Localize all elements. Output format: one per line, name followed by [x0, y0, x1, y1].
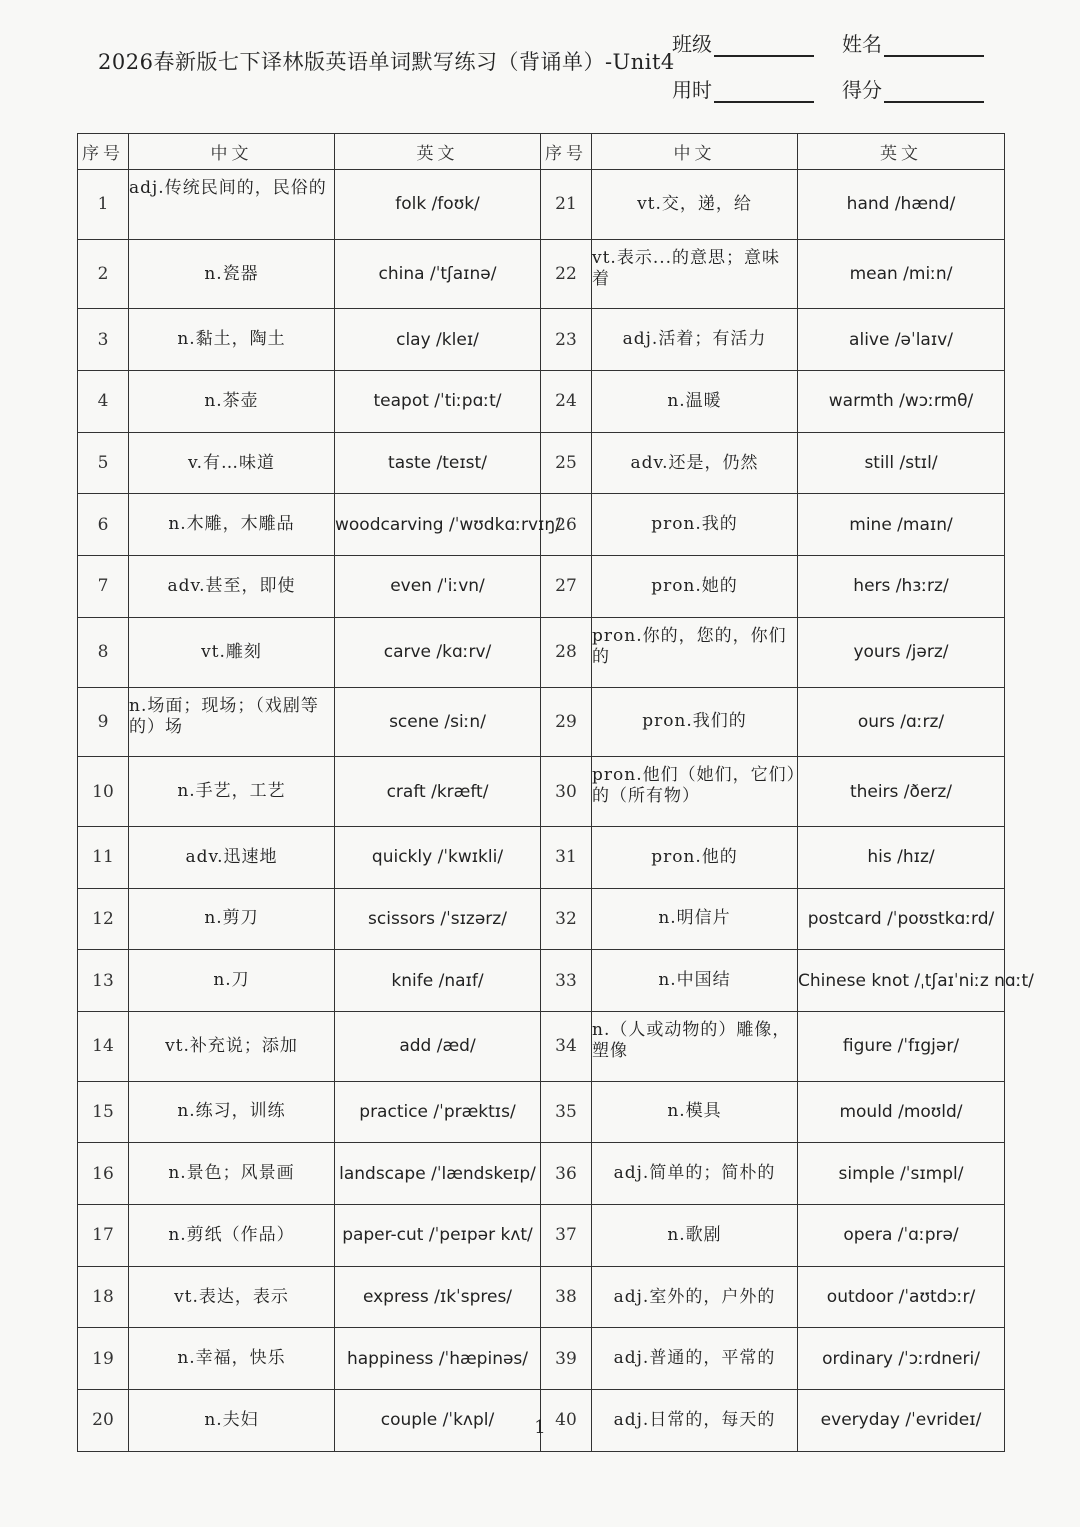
cell-english: hand /hænd/: [798, 170, 1005, 240]
cell-english: woodcarving /ˈwʊdkɑːrvɪŋ/: [335, 494, 541, 556]
cell-chinese: n.瓷器: [129, 239, 335, 309]
cell-chinese: vt.补充说；添加: [129, 1011, 335, 1081]
column-header: 序号: [78, 134, 129, 170]
table-row: [78, 1205, 1005, 1267]
cell-chinese: adj.传统民间的，民俗的: [129, 170, 335, 240]
cell-chinese: n.模具: [592, 1081, 798, 1143]
cell-number: 1: [78, 170, 129, 240]
cell-chinese: n.歌剧: [592, 1205, 798, 1267]
cell-chinese: n.幸福，快乐: [129, 1328, 335, 1390]
cell-english: hers /hɜːrz/: [798, 556, 1005, 618]
cell-english: carve /kɑːrv/: [335, 617, 541, 687]
class-blank: [714, 33, 814, 57]
cell-english: teapot /ˈtiːpɑːt/: [335, 371, 541, 433]
cell-chinese: n.剪纸（作品）: [129, 1205, 335, 1267]
cell-chinese: n.练习，训练: [129, 1081, 335, 1143]
cell-english: postcard /ˈpoʊstkɑːrd/: [798, 888, 1005, 950]
name-blank: [884, 33, 984, 57]
cell-english: yours /jərz/: [798, 617, 1005, 687]
cell-english: add /æd/: [335, 1011, 541, 1081]
cell-number: 38: [541, 1266, 592, 1328]
name-field: [842, 28, 984, 57]
cell-number: 30: [541, 757, 592, 827]
score-label: 得分: [842, 78, 882, 102]
vocab-table: [77, 133, 1034, 1452]
name-label: 姓名: [842, 32, 882, 56]
cell-english: express /ɪkˈspres/: [335, 1266, 541, 1328]
table-row: [78, 239, 1005, 309]
cell-chinese: pron.我们的: [592, 687, 798, 757]
cell-english: craft /kræft/: [335, 757, 541, 827]
table-row: [78, 170, 1005, 240]
cell-english: Chinese knot /ˌtʃaɪˈniːz nɑːt/: [798, 950, 1005, 1012]
cell-chinese: vt.表示...的意思；意味着: [592, 239, 798, 309]
cell-number: 22: [541, 239, 592, 309]
cell-english: couple /ˈkʌpl/: [335, 1390, 541, 1452]
cell-number: 2: [78, 239, 129, 309]
table-row: [78, 687, 1005, 757]
cell-english: paper-cut /ˈpeɪpər kʌt/: [335, 1205, 541, 1267]
cell-number: 32: [541, 888, 592, 950]
cell-english: knife /naɪf/: [335, 950, 541, 1012]
cell-number: 35: [541, 1081, 592, 1143]
cell-english: his /hɪz/: [798, 826, 1005, 888]
cell-english: china /ˈtʃaɪnə/: [335, 239, 541, 309]
table-row: [78, 1143, 1005, 1205]
cell-chinese: n.黏土，陶土: [129, 309, 335, 371]
cell-english: outdoor /ˈaʊtdɔːr/: [798, 1266, 1005, 1328]
table-row: [78, 556, 1005, 618]
cell-number: 15: [78, 1081, 129, 1143]
column-header: 中文: [129, 134, 335, 170]
cell-chinese: pron.她的: [592, 556, 798, 618]
cell-english: alive /əˈlaɪv/: [798, 309, 1005, 371]
cell-number: 29: [541, 687, 592, 757]
cell-english: everyday /ˈevrideɪ/: [798, 1390, 1005, 1452]
cell-english: landscape /ˈlændskeɪp/: [335, 1143, 541, 1205]
cell-english: ours /ɑːrz/: [798, 687, 1005, 757]
cell-chinese: v.有…味道: [129, 432, 335, 494]
cell-chinese: n.（人或动物的）雕像，塑像: [592, 1011, 798, 1081]
cell-english: mine /maɪn/: [798, 494, 1005, 556]
cell-number: 34: [541, 1011, 592, 1081]
table-row: [78, 494, 1005, 556]
cell-number: 8: [78, 617, 129, 687]
cell-chinese: vt.雕刻: [129, 617, 335, 687]
time-label: 用时: [672, 78, 712, 102]
column-header: 英文: [798, 134, 1005, 170]
page-number: 1: [534, 1417, 546, 1438]
cell-number: 36: [541, 1143, 592, 1205]
cell-number: 17: [78, 1205, 129, 1267]
table-row: [78, 888, 1005, 950]
cell-number: 5: [78, 432, 129, 494]
class-label: 班级: [672, 32, 712, 56]
table-row: [78, 950, 1005, 1012]
cell-english: folk /foʊk/: [335, 170, 541, 240]
table-row: [78, 617, 1005, 687]
cell-chinese: adv.甚至，即使: [129, 556, 335, 618]
cell-chinese: pron.我的: [592, 494, 798, 556]
cell-english: ordinary /ˈɔːrdneri/: [798, 1328, 1005, 1390]
column-header: 英文: [335, 134, 541, 170]
cell-number: 3: [78, 309, 129, 371]
cell-chinese: vt.表达，表示: [129, 1266, 335, 1328]
cell-number: 18: [78, 1266, 129, 1328]
cell-number: 21: [541, 170, 592, 240]
cell-english: theirs /ðerz/: [798, 757, 1005, 827]
cell-number: 12: [78, 888, 129, 950]
cell-number: 24: [541, 371, 592, 433]
table-row: [78, 1328, 1005, 1390]
cell-number: 7: [78, 556, 129, 618]
score-blank: [884, 79, 984, 103]
cell-english: mean /miːn/: [798, 239, 1005, 309]
cell-english: mould /moʊld/: [798, 1081, 1005, 1143]
class-field: [672, 28, 814, 57]
cell-chinese: n.剪刀: [129, 888, 335, 950]
cell-number: 10: [78, 757, 129, 827]
cell-english: practice /ˈpræktɪs/: [335, 1081, 541, 1143]
cell-number: 13: [78, 950, 129, 1012]
cell-chinese: pron.他们（她们，它们）的（所有物）: [592, 757, 798, 827]
table-row: [78, 309, 1005, 371]
cell-chinese: n.手艺，工艺: [129, 757, 335, 827]
cell-english: even /ˈiːvn/: [335, 556, 541, 618]
cell-chinese: adv.迅速地: [129, 826, 335, 888]
cell-number: 26: [541, 494, 592, 556]
table-row: [78, 757, 1005, 827]
cell-english: scissors /ˈsɪzərz/: [335, 888, 541, 950]
cell-number: 4: [78, 371, 129, 433]
cell-chinese: adj.简单的；简朴的: [592, 1143, 798, 1205]
cell-number: 25: [541, 432, 592, 494]
cell-number: 19: [78, 1328, 129, 1390]
cell-number: 40: [541, 1390, 592, 1452]
cell-english: clay /kleɪ/: [335, 309, 541, 371]
cell-english: still /stɪl/: [798, 432, 1005, 494]
cell-chinese: n.茶壶: [129, 371, 335, 433]
cell-number: 27: [541, 556, 592, 618]
time-field: [672, 74, 814, 103]
cell-number: 28: [541, 617, 592, 687]
cell-english: opera /ˈɑːprə/: [798, 1205, 1005, 1267]
cell-chinese: n.夫妇: [129, 1390, 335, 1452]
cell-number: 33: [541, 950, 592, 1012]
table-row: [78, 1081, 1005, 1143]
cell-chinese: n.明信片: [592, 888, 798, 950]
cell-english: quickly /ˈkwɪkli/: [335, 826, 541, 888]
cell-chinese: pron.他的: [592, 826, 798, 888]
cell-number: 11: [78, 826, 129, 888]
cell-number: 31: [541, 826, 592, 888]
cell-chinese: n.中国结: [592, 950, 798, 1012]
cell-chinese: adj.普通的，平常的: [592, 1328, 798, 1390]
cell-chinese: adj.日常的，每天的: [592, 1390, 798, 1452]
column-header: 序号: [541, 134, 592, 170]
cell-number: 14: [78, 1011, 129, 1081]
cell-english: warmth /wɔːrmθ/: [798, 371, 1005, 433]
score-field: [842, 74, 984, 103]
cell-chinese: adj.室外的，户外的: [592, 1266, 798, 1328]
cell-number: 37: [541, 1205, 592, 1267]
cell-english: happiness /ˈhæpinəs/: [335, 1328, 541, 1390]
cell-english: scene /siːn/: [335, 687, 541, 757]
cell-chinese: n.温暖: [592, 371, 798, 433]
cell-english: simple /ˈsɪmpl/: [798, 1143, 1005, 1205]
cell-number: 23: [541, 309, 592, 371]
cell-chinese: n.刀: [129, 950, 335, 1012]
table-row: [78, 371, 1005, 433]
cell-number: 6: [78, 494, 129, 556]
table-row: [78, 826, 1005, 888]
page-title: 2026春新版七下译林版英语单词默写练习（背诵单）-Unit4: [98, 50, 675, 74]
cell-english: figure /ˈfɪgjər/: [798, 1011, 1005, 1081]
table-row: [78, 1266, 1005, 1328]
table-header-row: [78, 134, 1005, 170]
cell-chinese: vt.交，递，给: [592, 170, 798, 240]
cell-english: taste /teɪst/: [335, 432, 541, 494]
cell-chinese: n.场面；现场；（戏剧等的）场: [129, 687, 335, 757]
cell-chinese: adj.活着；有活力: [592, 309, 798, 371]
cell-chinese: pron.你的，您的，你们的: [592, 617, 798, 687]
table-row: [78, 432, 1005, 494]
cell-number: 16: [78, 1143, 129, 1205]
cell-number: 39: [541, 1328, 592, 1390]
cell-number: 9: [78, 687, 129, 757]
cell-chinese: adv.还是，仍然: [592, 432, 798, 494]
table-row: [78, 1011, 1005, 1081]
column-header: 中文: [592, 134, 798, 170]
cell-number: 20: [78, 1390, 129, 1452]
cell-chinese: n.木雕，木雕品: [129, 494, 335, 556]
time-blank: [714, 79, 814, 103]
cell-chinese: n.景色；风景画: [129, 1143, 335, 1205]
